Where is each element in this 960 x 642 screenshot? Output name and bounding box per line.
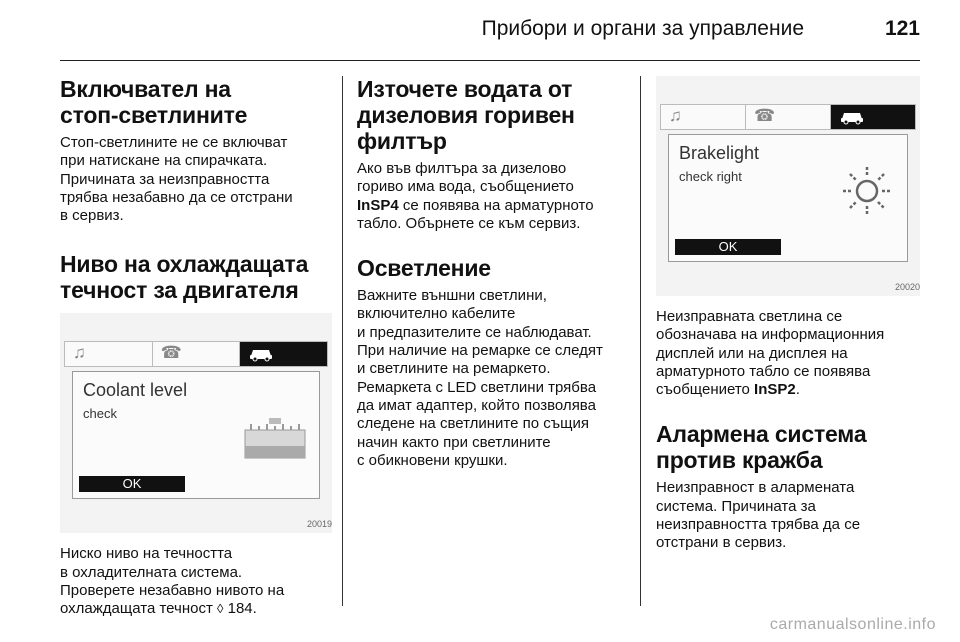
display-main-text: Brakelight <box>679 143 760 163</box>
text-line: Неизправната светлина се <box>656 308 843 325</box>
text-line: табло. Обърнете се към сервиз. <box>357 214 581 232</box>
music-note-icon: ♫ <box>669 106 682 125</box>
text-line: Ремаркета с LED светлини трябва <box>357 378 597 396</box>
text-line: Проверете незабавно нивото на <box>60 582 285 600</box>
car-icon <box>248 346 274 362</box>
section-heading: Осветление <box>357 255 491 282</box>
text-line: начин както при светлините <box>357 433 551 451</box>
heading-line: филтър <box>357 128 447 154</box>
phone-icon: ☎ <box>754 106 776 125</box>
text-line: Важните външни светлини, <box>357 287 547 305</box>
text-line: обозначава на информационния <box>656 326 885 344</box>
page-reference-link[interactable]: 184. <box>227 600 257 618</box>
text-line: при натискане на спирачката. <box>60 152 268 170</box>
text-line: . <box>795 381 800 399</box>
display-tab-phone <box>153 342 241 366</box>
paragraph <box>357 287 629 470</box>
text-line: следене на светлините по същия <box>357 415 589 433</box>
text-line: съобщението <box>656 381 755 399</box>
section-heading <box>60 76 332 128</box>
message-code: InSP2 <box>754 381 796 399</box>
page-title: Прибори и органи за управление <box>481 17 804 40</box>
column-2 <box>357 76 629 470</box>
text-line: охлаждащата течност <box>60 600 213 618</box>
phone-icon: ☎ <box>160 343 182 363</box>
text-line: да имат адаптер, който позволява <box>357 396 596 414</box>
page-reference-arrow-icon: ◊ <box>217 601 224 617</box>
text-line: се появява на арматурното <box>398 196 594 214</box>
page-number: 121 <box>884 17 920 40</box>
text-line: Ниско ниво на течността <box>60 545 233 563</box>
page-header <box>60 0 920 61</box>
text-line: с обикновени крушки. <box>357 451 508 469</box>
text-line: дисплей или на дисплея на <box>656 344 848 362</box>
display-sub-text: check right <box>679 169 742 184</box>
text-line: и предпазителите се наблюдават. <box>357 323 592 341</box>
brakelight-display-illustration <box>656 76 920 296</box>
text-line: При наличие на ремарке се следят <box>357 342 603 360</box>
display-ok-button: OK <box>79 476 185 492</box>
text-line: в сервиз. <box>60 207 124 225</box>
heading-line: Източете водата от <box>357 76 573 102</box>
watermark: carmanualsonline.info <box>769 616 936 633</box>
column-divider <box>342 76 343 606</box>
paragraph <box>60 134 332 225</box>
display-tab-audio <box>661 105 746 129</box>
text-line: неизправността трябва да се <box>656 516 861 534</box>
text-line: трябва незабавно да се отстрани <box>60 188 293 206</box>
heading-line: Ниво на охлаждащата <box>60 251 309 278</box>
section-heading <box>60 251 332 303</box>
text-line: система. Причината за <box>656 497 816 515</box>
message-code: InSP4 <box>357 196 399 214</box>
text-line: включително кабелите <box>357 305 516 323</box>
column-3 <box>656 76 920 553</box>
heading-line: Включвател на <box>60 76 231 102</box>
column-divider <box>640 76 641 606</box>
section-heading <box>357 76 629 154</box>
music-note-icon: ♫ <box>73 343 86 363</box>
text-line: арматурното табло се появява <box>656 362 871 380</box>
heading-line: течност за двигателя <box>60 277 299 304</box>
text-line: Причината за неизправността <box>60 170 270 188</box>
car-icon <box>839 109 865 125</box>
column-1 <box>60 76 332 619</box>
display-tab-audio <box>65 342 153 366</box>
paragraph <box>60 545 332 618</box>
display-tab-phone <box>746 105 831 129</box>
paragraph <box>656 308 920 399</box>
text-line: и светлините на ремаркето. <box>357 360 551 378</box>
display-ok-button: OK <box>675 239 781 255</box>
text-line: отстрани в сервиз. <box>656 534 787 552</box>
display-tab-vehicle <box>831 105 915 129</box>
section-heading <box>656 421 920 473</box>
figure-number: 20019 <box>306 519 332 530</box>
display-message-box <box>668 134 908 262</box>
heading-line: против кражба <box>656 447 823 474</box>
text-line: Неизправност в алармената <box>656 479 855 497</box>
heading-line: Алармена система <box>656 421 867 448</box>
display-message-box <box>72 371 320 499</box>
display-sub-text: check <box>83 406 117 422</box>
display-tab-bar <box>64 341 328 367</box>
display-tab-vehicle <box>240 342 327 366</box>
figure-number: 20020 <box>894 282 920 292</box>
text-line: Стоп-светлините не се включват <box>60 134 288 151</box>
bulb-warning-icon <box>841 165 893 217</box>
heading-line: стоп-светлините <box>60 102 248 128</box>
coolant-display-illustration <box>60 313 332 533</box>
paragraph <box>656 479 920 552</box>
display-main-text: Coolant level <box>83 380 188 401</box>
text-line: в охладителната система. <box>60 563 243 581</box>
coolant-tank-icon <box>243 416 307 460</box>
text-line: гориво има вода, съобщението <box>357 178 574 196</box>
heading-line: дизеловия горивен <box>357 102 575 128</box>
display-tab-bar <box>660 104 916 130</box>
paragraph <box>357 160 629 233</box>
text-line: Ако във филтъра за дизелово <box>357 160 567 177</box>
